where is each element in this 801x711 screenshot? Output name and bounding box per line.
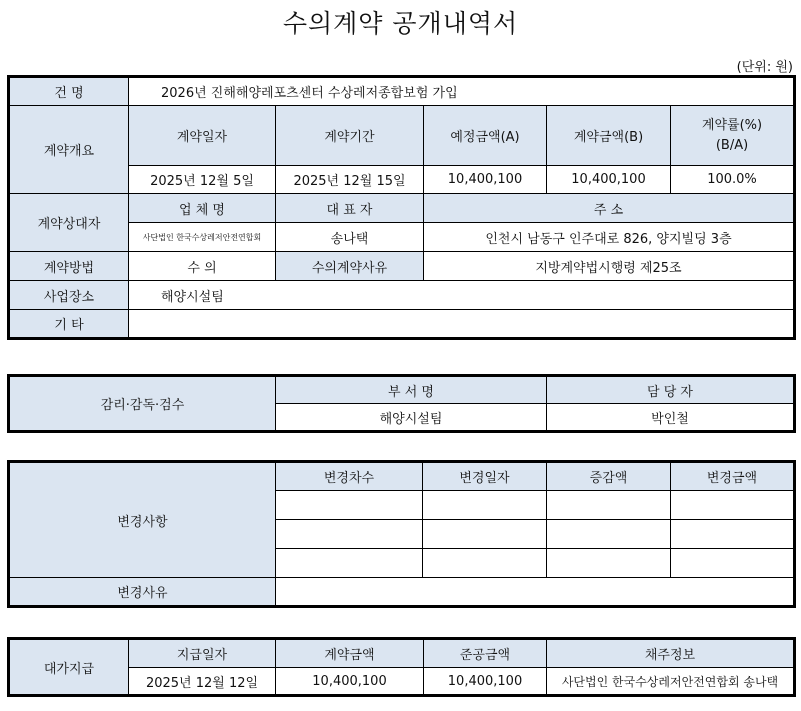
changes-header-amount: 변경금액 <box>671 462 795 491</box>
overview-value-amount: 10,400,100 <box>547 166 671 194</box>
row-party-header <box>9 194 795 223</box>
row-method <box>9 252 795 281</box>
page-title: 수의계약 공개내역서 <box>282 9 519 38</box>
reason-value: 지방계약법시행령 제25조 <box>424 252 795 281</box>
contract-name-label: 건 명 <box>9 77 129 106</box>
changes-header-round: 변경차수 <box>276 462 423 491</box>
changes-table <box>7 460 796 608</box>
rate-header-line2: (B/A) <box>715 137 749 153</box>
etc-value <box>129 310 795 339</box>
method-label: 계약방법 <box>9 252 129 281</box>
site-value: 해양시설팀 <box>129 281 795 310</box>
changes-reason-label: 변경사유 <box>9 578 276 607</box>
payment-header-contract: 계약금액 <box>276 639 424 668</box>
row-overview-header <box>9 106 795 166</box>
row-changes-reason <box>9 578 795 607</box>
payment-header-date: 지급일자 <box>129 639 276 668</box>
overview-header-amount: 계약금액(B) <box>547 106 671 166</box>
row-supervision-header <box>9 376 795 404</box>
changes-header-delta: 증감액 <box>547 462 671 491</box>
party-header-rep: 대 표 자 <box>276 194 424 223</box>
changes-label: 변경사항 <box>9 462 276 578</box>
overview-value-period: 2025년 12월 15일 <box>276 166 424 194</box>
payment-header-creditor: 채주정보 <box>547 639 795 668</box>
overview-value-rate: 100.0% <box>671 166 795 194</box>
overview-label: 계약개요 <box>9 106 129 194</box>
overview-header-estimate: 예정금액(A) <box>424 106 547 166</box>
row-payment-header <box>9 639 795 668</box>
site-label: 사업장소 <box>9 281 129 310</box>
payment-creditor: 사단법인 한국수상레저안전연합회 송나택 <box>547 668 795 696</box>
supervision-label: 감리·감독·검수 <box>9 376 276 432</box>
party-header-company: 업 체 명 <box>129 194 276 223</box>
payment-table <box>7 637 796 697</box>
supervision-header-dept: 부 서 명 <box>276 376 547 404</box>
payment-header-completion: 준공금액 <box>424 639 547 668</box>
changes-reason-value <box>276 578 795 607</box>
etc-label: 기 타 <box>9 310 129 339</box>
party-rep: 송나택 <box>276 223 424 252</box>
row-site <box>9 281 795 310</box>
row-etc <box>9 310 795 339</box>
party-header-address: 주 소 <box>424 194 795 223</box>
overview-header-date: 계약일자 <box>129 106 276 166</box>
row-contract-name <box>9 77 795 106</box>
overview-value-date: 2025년 12월 5일 <box>129 166 276 194</box>
row-changes-header <box>9 462 795 491</box>
overview-header-period: 계약기간 <box>276 106 424 166</box>
payment-completion-amount: 10,400,100 <box>424 668 547 696</box>
payment-contract-amount: 10,400,100 <box>276 668 424 696</box>
supervision-dept: 해양시설팀 <box>276 404 547 432</box>
changes-header-date: 변경일자 <box>423 462 547 491</box>
payment-date: 2025년 12월 12일 <box>129 668 276 696</box>
supervision-manager: 박인철 <box>547 404 795 432</box>
unit-note: (단위: 원) <box>736 60 793 75</box>
supervision-header-manager: 담 당 자 <box>547 376 795 404</box>
overview-header-rate <box>671 106 795 166</box>
party-label: 계약상대자 <box>9 194 129 252</box>
overview-value-estimate: 10,400,100 <box>424 166 547 194</box>
contract-table <box>7 75 796 340</box>
reason-label: 수의계약사유 <box>276 252 424 281</box>
payment-label: 대가지급 <box>9 639 129 696</box>
rate-header-line1: 계약률(%) <box>701 117 763 133</box>
method-value: 수 의 <box>129 252 276 281</box>
supervision-table <box>7 374 796 433</box>
party-company: 사단법인 한국수상레저안전연합회 <box>129 223 276 252</box>
party-address: 인천시 남동구 인주대로 826, 양지빌딩 3층 <box>424 223 795 252</box>
contract-name-value: 2026년 진해해양레포츠센터 수상레저종합보험 가입 <box>129 77 795 106</box>
